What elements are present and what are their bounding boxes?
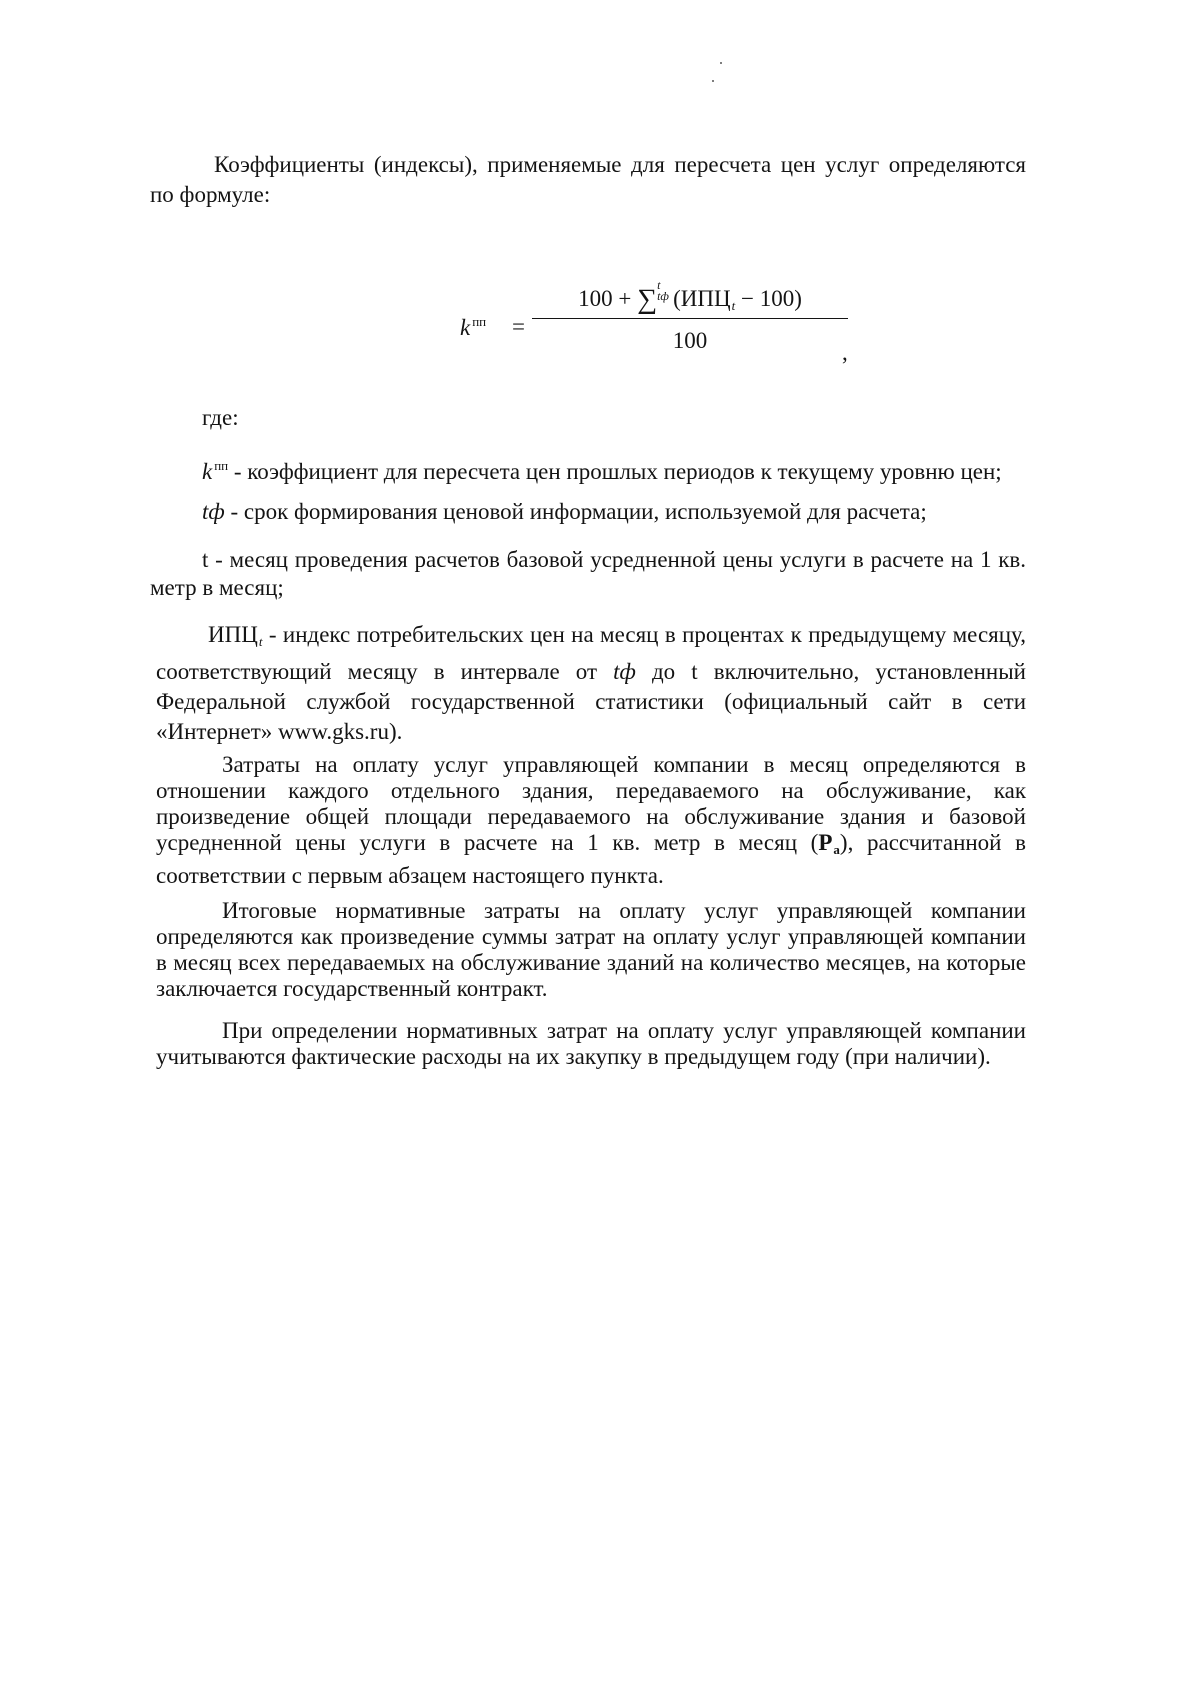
formula-comma: ,	[842, 340, 848, 365]
def-t-text: t - месяц проведения расчетов базовой усредненной цены услуги в расчете на 1 кв. метр в месяц;	[150, 547, 1026, 600]
formula-sum-lower: tф	[657, 289, 669, 303]
costs-paragraph	[156, 752, 1026, 889]
formula-sum-limits	[657, 280, 673, 302]
actual-paragraph	[156, 1018, 1026, 1070]
formula-k-var: k	[460, 315, 471, 340]
where-label: где:	[202, 405, 239, 430]
formula-ipc: (ИПЦ	[673, 286, 731, 311]
def-ipc-text-1: - индекс потребительских цен на месяц в процентах к предыдущему месяцу, соответствующий месяцу в интервале от	[156, 622, 1026, 684]
costs-text-2: ), рассчитанной в соответствии с первым абзацем настоящего пункта.	[156, 830, 1027, 888]
formula-sum-upper: t	[657, 278, 661, 292]
def-tf-var: tф	[202, 499, 225, 524]
formula-num-start: 100 +	[578, 286, 638, 311]
formula	[440, 280, 860, 370]
definition-ipc	[156, 620, 1026, 747]
formula-fraction-bar	[532, 318, 848, 319]
costs-text-1: Затраты на оплату услуг управляющей компании в месяц определяются в отношении каждого отдельного здания, передаваемого на обслуживание, как произведение общей площади передаваемого на обслуживание здания и базовой усредненной цены услуги в расчете на 1 кв. метр в месяц (	[156, 752, 1026, 855]
formula-num-end: − 100)	[735, 286, 802, 311]
formula-sum-sign: ∑	[637, 284, 658, 315]
def-ipc-text-2: до t включительно, установленный Федеральной службой государственной статистики (официальный сайт в сети «Интернет» www.gks.ru).	[156, 659, 1026, 744]
scan-speck	[720, 62, 722, 64]
costs-p-sub: a	[833, 842, 840, 857]
costs-p-symbol: P	[818, 830, 833, 855]
formula-k-sup: пп	[472, 314, 487, 329]
total-text: Итоговые нормативные затраты на оплату услуг управляющей компании определяются как произведение суммы затрат на оплату услуг управляющей компании в месяц всех передаваемых на обслуживание зданий на количество месяцев, на которые заключается государственный контракт.	[156, 898, 1026, 1001]
actual-text: При определении нормативных затрат на оплату услуг управляющей компании учитываются фактические расходы на их закупку в предыдущем году (при наличии).	[156, 1018, 1026, 1069]
def-tf-text: - срок формирования ценовой информации, используемой для расчета;	[224, 499, 927, 524]
definition-k	[202, 452, 1032, 486]
formula-lhs	[460, 314, 486, 341]
def-k-text: - коэффициент для пересчета цен прошлых периодов к текущему уровню цен;	[228, 459, 1002, 484]
formula-equals: =	[512, 314, 525, 339]
formula-ipc-sub: t	[731, 298, 736, 313]
intro-text: Коэффициенты (индексы), применяемые для пересчета цен услуг определяются по формуле:	[150, 152, 1026, 207]
def-k-sup: пп	[214, 458, 229, 473]
intro-paragraph	[150, 150, 1026, 210]
total-paragraph	[156, 898, 1026, 1002]
definition-tf	[202, 498, 1032, 526]
definition-t	[150, 546, 1026, 602]
scan-speck	[712, 80, 714, 82]
def-ipc-tf: tф	[613, 659, 636, 684]
def-ipc-var: ИПЦ	[208, 622, 258, 647]
formula-denominator: 100	[672, 328, 708, 353]
def-ipc-sub: t	[258, 634, 263, 649]
def-k-var: k	[202, 459, 213, 484]
formula-numerator	[540, 280, 840, 316]
